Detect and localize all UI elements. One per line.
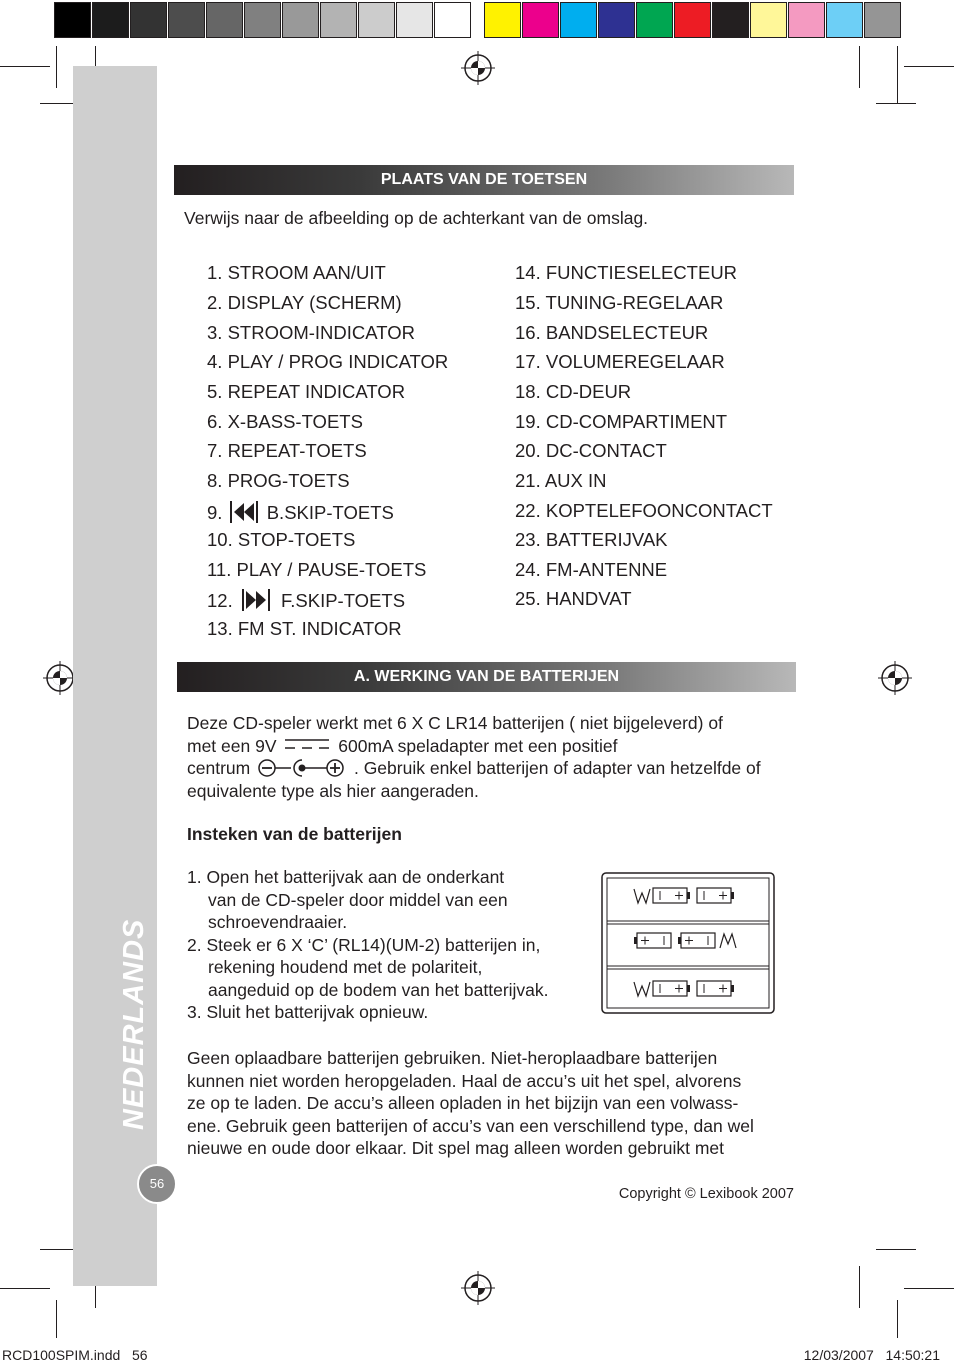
- list-item: 20. DC-CONTACT: [515, 440, 667, 461]
- list-item: 19. CD-COMPARTIMENT: [515, 411, 728, 432]
- language-label: NEDERLANDS: [118, 918, 150, 1130]
- list-item: 15. TUNING-REGELAAR: [515, 292, 724, 313]
- color-swatch: [484, 2, 521, 38]
- color-swatch: [560, 2, 597, 38]
- dc-symbol-icon: [283, 738, 331, 752]
- step-line: aangeduid op de bodem van het batterijvak.: [208, 979, 549, 1000]
- intro-text: Verwijs naar de afbeelding op de achterkant van de omslag.: [184, 208, 649, 228]
- registration-mark-icon: [878, 661, 912, 695]
- subheading-insert-batteries: Insteken van de batterijen: [187, 824, 402, 844]
- registration-mark-icon: [43, 661, 77, 695]
- registration-mark-icon: [461, 1271, 495, 1305]
- list-item: 7. REPEAT-TOETS: [207, 440, 367, 461]
- list-item: 21. AUX IN: [515, 470, 607, 491]
- paragraph-line: kunnen niet worden heropgeladen. Haal de accu’s uit het spel, alvorens: [187, 1070, 742, 1091]
- skip-forward-icon: [242, 589, 270, 611]
- skip-back-label: B.SKIP-TOETS: [266, 502, 394, 523]
- file-slug: RCD100SPIM.indd 56: [2, 1347, 148, 1363]
- color-swatch: [396, 2, 433, 38]
- copyright-text: Copyright © Lexibook 2007: [618, 1186, 794, 1202]
- warning-paragraph: [187, 1047, 754, 1160]
- list-item: 2. DISPLAY (SCHERM): [207, 292, 402, 313]
- color-swatch: [168, 2, 205, 38]
- color-swatch: [206, 2, 243, 38]
- paragraph-line: ene. Gebruik geen batterijen of accu’s van een verschillend type, dan wel: [187, 1115, 754, 1136]
- list-item: 14. FUNCTIESELECTEUR: [515, 262, 738, 283]
- list-item: 13. FM ST. INDICATOR: [207, 618, 402, 639]
- skip-forward-label: F.SKIP-TOETS: [281, 590, 406, 611]
- paragraph-line: Geen oplaadbare batterijen gebruiken. Niet-heroplaadbare batterijen: [187, 1048, 718, 1068]
- color-swatch: [522, 2, 559, 38]
- section-header-controls: PLAATS VAN DE TOETSEN: [174, 165, 794, 195]
- list-item: 1. STROOM AAN/UIT: [207, 262, 386, 283]
- instruction-steps: [187, 866, 549, 1024]
- paragraph-line: Deze CD-speler werkt met 6 X C LR14 batterijen ( niet bijgeleverd) of: [187, 713, 723, 733]
- page-number-badge: 56: [137, 1164, 177, 1204]
- color-swatch: [864, 2, 901, 38]
- paragraph-line: [187, 757, 807, 780]
- color-swatch: [54, 2, 91, 38]
- step-line: van de CD-speler door middel van een: [208, 889, 508, 910]
- list-item: 22. KOPTELEFOONCONTACT: [515, 500, 773, 521]
- color-swatch: [636, 2, 673, 38]
- list-item: 10. STOP-TOETS: [207, 529, 356, 550]
- step-line: 1. Open het batterijvak aan de onderkant: [187, 867, 505, 887]
- color-swatch: [320, 2, 357, 38]
- print-timestamp: 12/03/2007 14:50:21: [803, 1347, 940, 1363]
- list-item-skip-back: [207, 501, 394, 523]
- step-line: rekening houdend met de polariteit,: [208, 957, 483, 977]
- paragraph-text: centrum: [187, 758, 251, 778]
- color-swatch: [92, 2, 129, 38]
- list-item: 5. REPEAT INDICATOR: [207, 381, 406, 402]
- color-swatch: [282, 2, 319, 38]
- item-number: 12.: [207, 590, 233, 611]
- color-swatch: [826, 2, 863, 38]
- color-swatch: [244, 2, 281, 38]
- battery-compartment-icon: [600, 871, 776, 1015]
- color-swatch: [750, 2, 787, 38]
- paragraph-line: ze op te laden. De accu’s alleen opladen in het bijzijn van een volwass-: [187, 1093, 739, 1113]
- list-item: 18. CD-DEUR: [515, 381, 632, 402]
- step-line: schroevendraaier.: [208, 912, 348, 932]
- skip-back-icon: [230, 501, 258, 523]
- list-item: 23. BATTERIJVAK: [515, 529, 668, 550]
- item-number: 9.: [207, 502, 223, 523]
- paragraph-text: 600mA speladapter met een positief: [338, 735, 618, 756]
- color-swatch: [788, 2, 825, 38]
- list-item: 17. VOLUMEREGELAAR: [515, 351, 725, 372]
- paragraph-line: nieuwe en oude door elkaar. Dit spel mag alleen worden gebruikt met: [187, 1138, 724, 1158]
- color-swatch: [130, 2, 167, 38]
- color-swatch: [712, 2, 749, 38]
- registration-mark-icon: [461, 51, 495, 85]
- list-item: 6. X-BASS-TOETS: [207, 411, 363, 432]
- list-item-skip-forward: [207, 589, 405, 611]
- list-item: 8. PROG-TOETS: [207, 470, 350, 491]
- paragraph-line: equivalente type als hier aangeraden.: [187, 780, 479, 801]
- color-swatch: [598, 2, 635, 38]
- paragraph-line: [187, 735, 807, 758]
- list-item: 24. FM-ANTENNE: [515, 559, 668, 580]
- color-swatch: [358, 2, 395, 38]
- color-swatch: [674, 2, 711, 38]
- list-item: 16. BANDSELECTEUR: [515, 322, 709, 343]
- section-header-batteries: A. WERKING VAN DE BATTERIJEN: [177, 662, 796, 692]
- polarity-symbol-icon: [257, 757, 347, 779]
- list-item: 25. HANDVAT: [515, 588, 632, 609]
- paragraph-text: . Gebruik enkel batterijen of adapter van hetzelfde of: [353, 758, 761, 778]
- color-swatch: [434, 2, 471, 38]
- list-item: 4. PLAY / PROG INDICATOR: [207, 351, 449, 372]
- step-line: 2. Steek er 6 X ‘C’ (RL14)(UM-2) batterijen in,: [187, 934, 541, 955]
- paragraph-text: met een 9V: [187, 735, 277, 756]
- list-item: 3. STROOM-INDICATOR: [207, 322, 415, 343]
- list-item: 11. PLAY / PAUSE-TOETS: [207, 559, 427, 580]
- battery-paragraph: [187, 712, 807, 802]
- step-line: 3. Sluit het batterijvak opnieuw.: [187, 1002, 429, 1022]
